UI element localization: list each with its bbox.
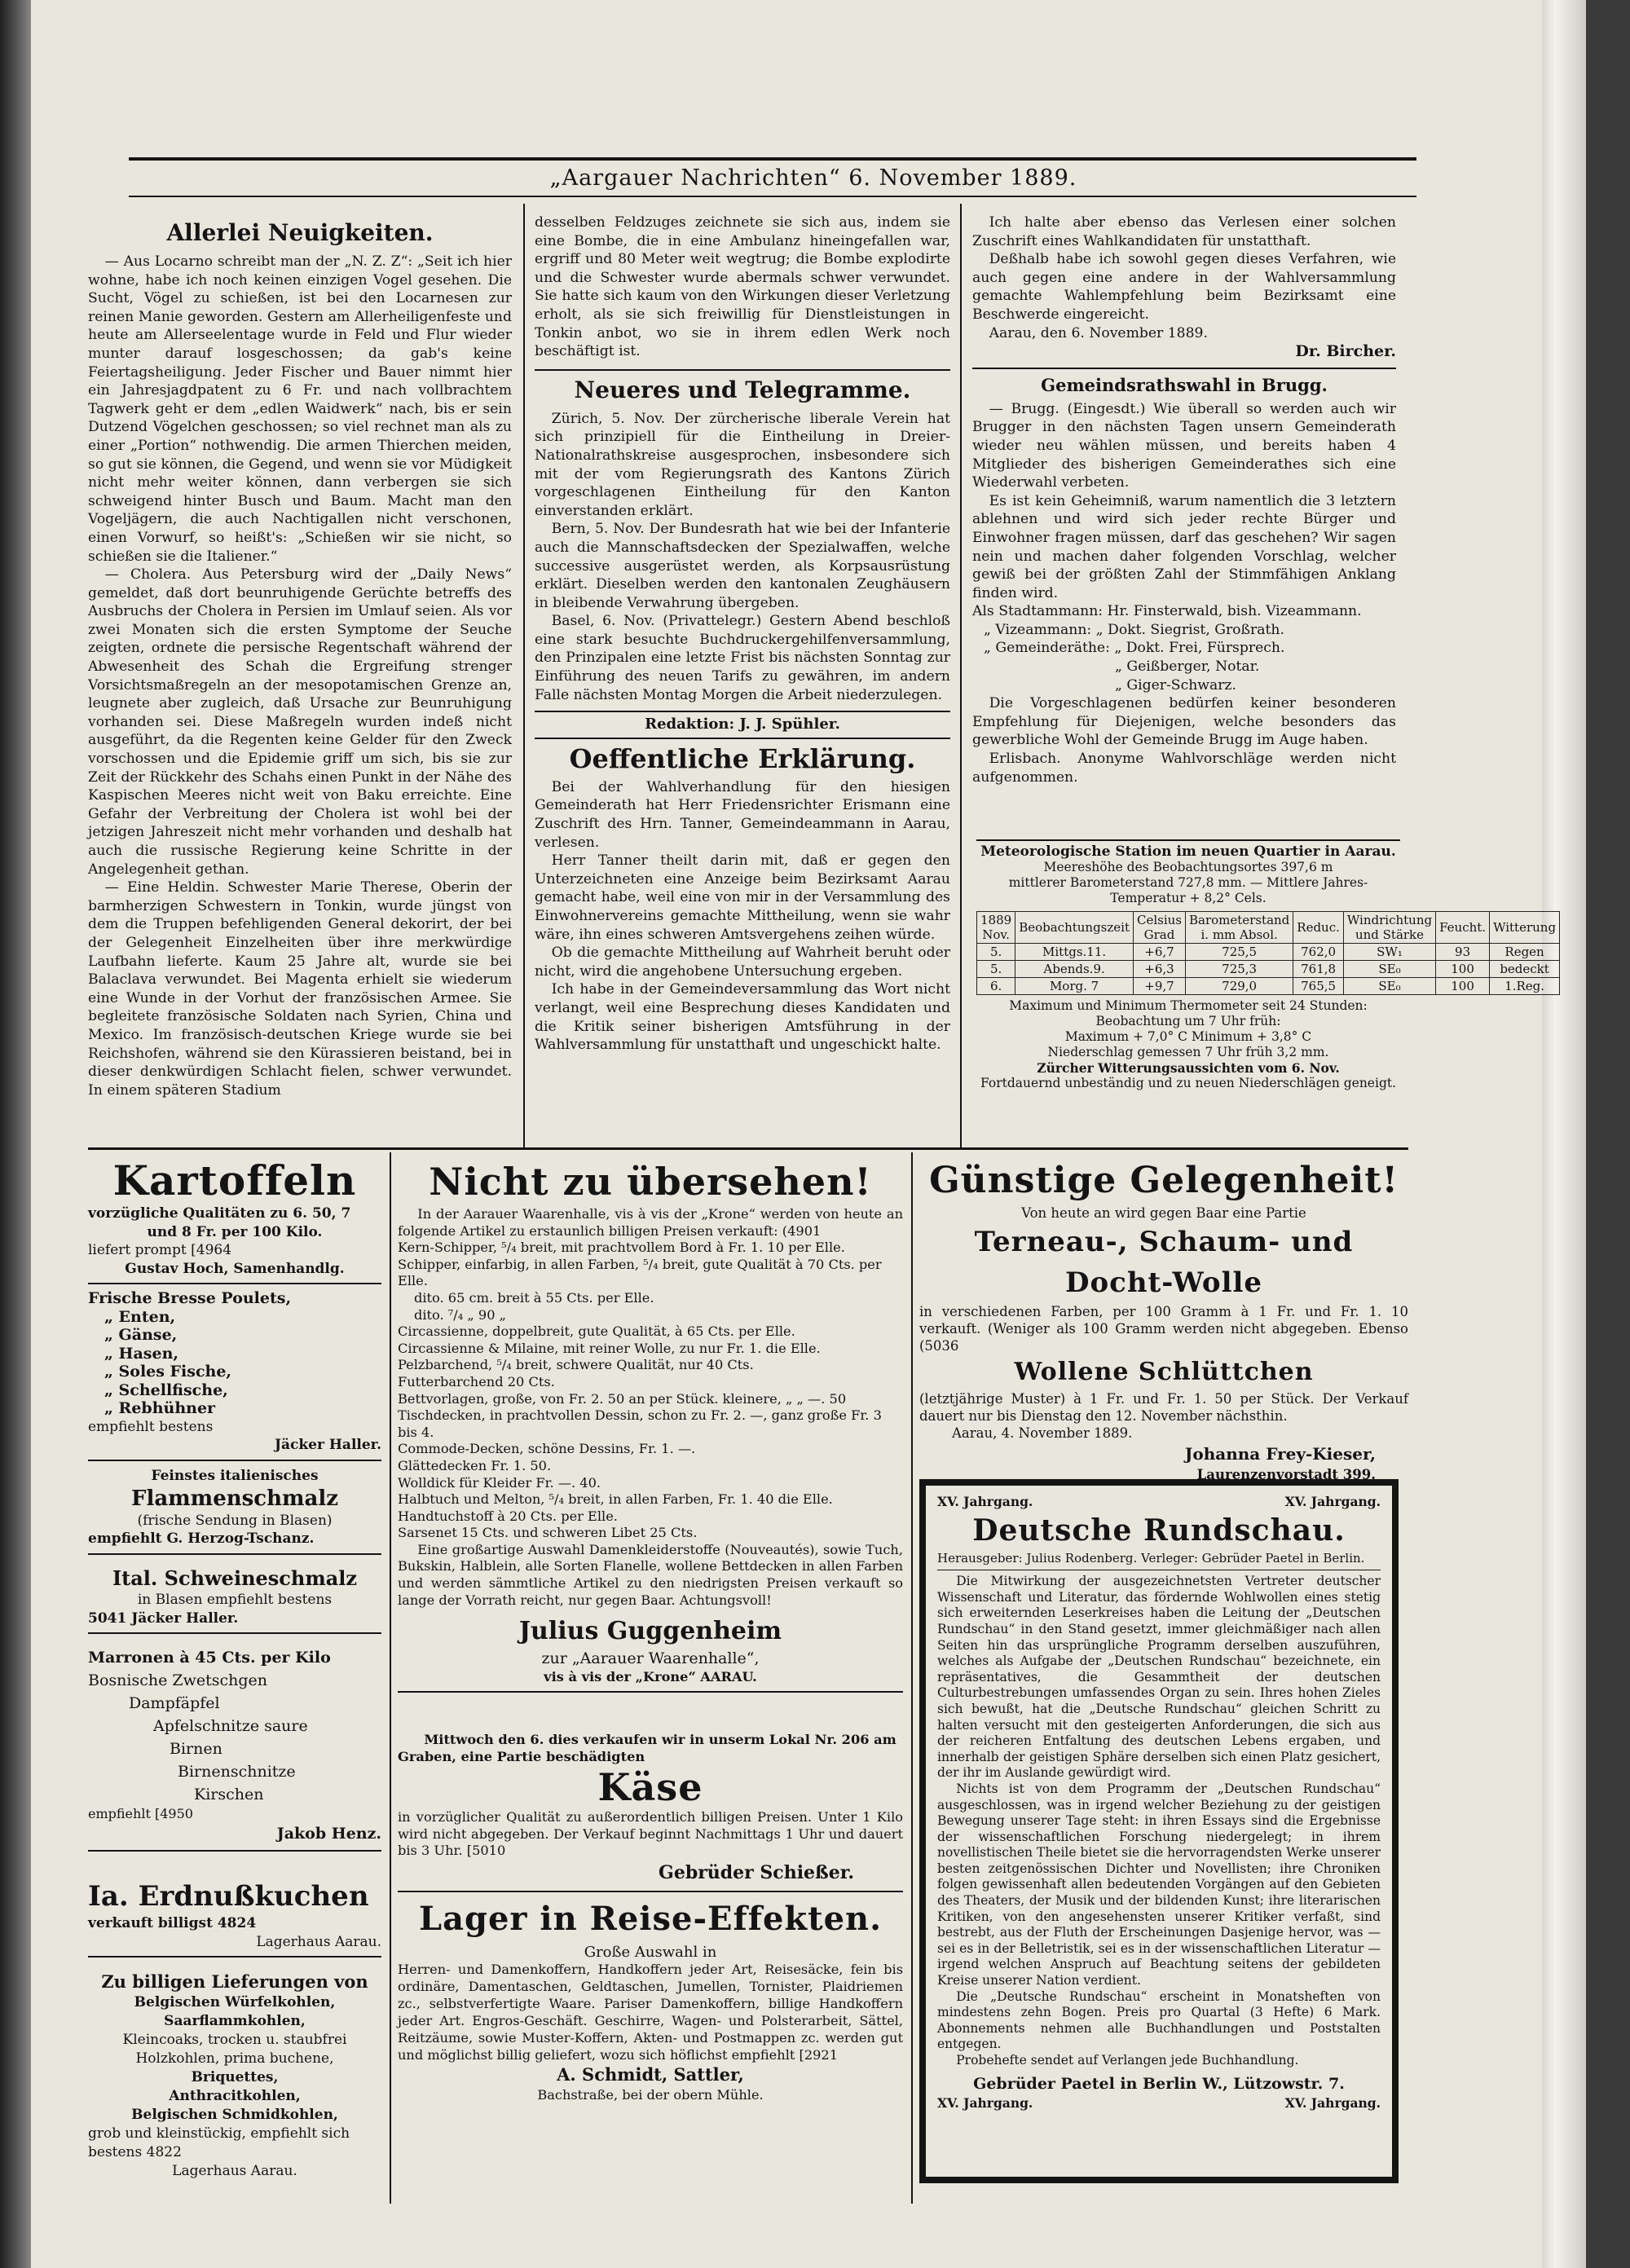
weather-note: Zürcher Witterungsaussichten vom 6. Nov. bbox=[1037, 1060, 1340, 1076]
year-label: XV. Jahrgang. bbox=[1284, 2094, 1381, 2111]
weather-station bbox=[976, 839, 1557, 1091]
ad-schmalz bbox=[88, 1467, 381, 1560]
ad-line: in Blasen empfiehlt bestens bbox=[137, 1592, 333, 1608]
weather-table bbox=[976, 911, 1560, 995]
ad-text: in vorzüglicher Qualität zu außerordentlich billigen Preisen. Unter 1 Kilo wird nicht abgegeben. Der Verkauf beginnt Nachmittags 1 Uhr und dauert bis 3 Uhr. [5010 bbox=[398, 1809, 903, 1859]
table-header: Reduc. bbox=[1293, 912, 1344, 944]
table-header: Windrichtung und Stärke bbox=[1343, 912, 1435, 944]
table-cell: 100 bbox=[1436, 961, 1490, 978]
table-header: Celsius Grad bbox=[1133, 912, 1185, 944]
table-cell: 725,5 bbox=[1186, 944, 1293, 961]
candidate-line: „ Gemeinderäthe: „ Dokt. Frei, Fürsprech. bbox=[984, 640, 1285, 657]
ad-signature: Lagerhaus Aarau. bbox=[256, 1933, 381, 1950]
ad-line: Gustav Hoch, Samenhandlg. bbox=[125, 1260, 345, 1277]
table-cell: 762,0 bbox=[1293, 944, 1344, 961]
section-rule bbox=[972, 368, 1396, 369]
ad-item: Futterbarchend 20 Cts. bbox=[398, 1373, 555, 1389]
dateline: Aarau, 4. November 1889. bbox=[952, 1425, 1133, 1441]
ad-line: Saarflammkohlen, bbox=[164, 2013, 306, 2029]
table-cell: bedeckt bbox=[1490, 961, 1560, 978]
ad-line: „ Soles Fische, bbox=[104, 1363, 232, 1381]
table-cell: Abends.9. bbox=[1015, 961, 1134, 978]
table-header: Witterung bbox=[1490, 912, 1560, 944]
ad-item: Wolldick für Kleider Fr. —. 40. bbox=[398, 1474, 601, 1491]
table-cell: 100 bbox=[1436, 978, 1490, 995]
table-row bbox=[977, 978, 1560, 995]
ad-item: Halbtuch und Melton, ⁵/₄ breit, in allen Farben, Fr. 1. 40 die Elle. bbox=[398, 1491, 833, 1508]
rundschau-year-row bbox=[937, 2095, 1381, 2112]
ad-title: Günstige Gelegenheit! bbox=[929, 1160, 1399, 1201]
ad-line: grob und kleinstückig, empfiehlt sich bbox=[88, 2125, 350, 2142]
ad-line: verkauft billigst 4824 bbox=[88, 1915, 257, 1931]
news-paragraph: Ich halte aber ebenso das Verlesen einer solchen Zuschrift eines Wahlkandidaten für unstatthaft. bbox=[972, 214, 1396, 249]
weather-note: Beobachtung um 7 Uhr früh: bbox=[1095, 1014, 1281, 1028]
ad-line: Belgischen Schmidkohlen, bbox=[131, 2107, 338, 2123]
ad-signature: Johanna Frey-Kieser, bbox=[1184, 1444, 1376, 1464]
ad-item: Kern-Schipper, ⁵/₄ breit, mit prachtvollem Bord à Fr. 1. 10 per Elle. bbox=[398, 1240, 845, 1256]
ad-item: Glättedecken Fr. 1. 50. bbox=[398, 1457, 552, 1473]
ad-guenstig bbox=[919, 1157, 1408, 1483]
ad-line: Kleincoaks, trocken u. staubfrei bbox=[122, 2032, 347, 2048]
ad-signature: Gebrüder Schießer. bbox=[659, 1861, 854, 1883]
ad-title: Käse bbox=[597, 1765, 703, 1810]
table-header: Barometerstand i. mm Absol. bbox=[1186, 912, 1293, 944]
ad-item: Schipper, einfarbig, in allen Farben, ⁵/₄ breit, gute Qualität à 70 Cts. per Elle. bbox=[398, 1256, 882, 1289]
weather-line: Meereshöhe des Beobachtungsortes 397,6 m bbox=[1043, 860, 1333, 874]
table-cell: 761,8 bbox=[1293, 961, 1344, 978]
ad-poulets bbox=[88, 1289, 381, 1466]
news-paragraph: Bern, 5. Nov. Der Bundesrath hat wie bei der Infanterie auch die Mannschaftsdecken der Spezialwaffen, welche successive ausgerüstet werden, als Korpsausrüstung erklärt. Dieselben werden den kantonalen Zeughäusern in bleibende Verwahrung übergeben. bbox=[535, 521, 950, 611]
table-cell: Regen bbox=[1490, 944, 1560, 961]
weather-note: Fortdauernd unbeständig und zu neuen Niederschlägen geneigt. bbox=[980, 1076, 1397, 1090]
news-paragraph: Es ist kein Geheimniß, warum namentlich die 3 letztern ablehnen und wird sich jeder rechte Bürger und Einwohner fragen müssen, darf das geschehen? Wir sagen nein und machen daher folgenden Vorschlag, welcher gewiß bei der größten Zahl der Stimmfähigen Anklang finden wird. bbox=[972, 492, 1396, 601]
ad-line: Briquettes, bbox=[191, 2069, 279, 2085]
ad-signature: Jäcker Haller. bbox=[274, 1437, 381, 1453]
news-paragraph: Herr Tanner theilt darin mit, daß er gegen den Unterzeichneten eine Anzeige beim Bezirksamt Aarau gemacht habe, weil eine von mir in der Versammlung des Einwohnervereins gemachte Mittheilung, wenn sie wahr wäre, ihn eines schweren Amtsvergehens zeihen würde. bbox=[535, 852, 950, 943]
news-paragraph: Basel, 6. Nov. (Privattelegr.) Gestern Abend beschloß eine stark besuchte Buchdruckergehilfenversammlung, den Prinzipalen eine letzte Frist bis nächsten Sonntag zur Einführung des neuen Tarifs zu gewähren, im andern Falle nächsten Montag Morgen die Arbeit niederzulegen. bbox=[535, 613, 950, 703]
ad-line: bestens 4822 bbox=[88, 2144, 182, 2160]
ad-title: Terneau-, Schaum- und Docht-Wolle bbox=[974, 1226, 1354, 1299]
ad-rule bbox=[398, 1891, 903, 1892]
table-cell: 5. bbox=[977, 961, 1015, 978]
table-cell: 1.Reg. bbox=[1490, 978, 1560, 995]
table-row bbox=[977, 961, 1560, 978]
section-title: Oeffentliche Erklärung. bbox=[569, 742, 916, 774]
ad-text: Probehefte sendet auf Verlangen jede Buchhandlung. bbox=[956, 2053, 1299, 2068]
ad-item: Tischdecken, in prachtvollen Dessin, schon zu Fr. 2. —, ganz große Fr. 3 bis 4. bbox=[398, 1407, 882, 1440]
weather-note: Maximum und Minimum Thermometer seit 24 Stunden: bbox=[1009, 998, 1368, 1013]
ad-title: Deutsche Rundschau. bbox=[972, 1513, 1346, 1548]
ad-rule bbox=[88, 1283, 381, 1284]
ad-item: dito. ⁷/₄ „ 90 „ bbox=[414, 1306, 507, 1323]
ad-line: liefert prompt [4964 bbox=[88, 1242, 232, 1258]
ad-line: Feinstes italienisches bbox=[151, 1468, 319, 1484]
ad-rule bbox=[88, 1460, 381, 1461]
ad-rule bbox=[88, 1956, 381, 1958]
news-paragraph: Die Vorgeschlagenen bedürfen keiner besonderen Empfehlung für Diejenigen, welche besonders das gewerbliche Wohl der Gemeinde Brugg im Auge haben. bbox=[972, 695, 1396, 749]
ad-line: Bosnische Zwetschgen bbox=[88, 1671, 267, 1689]
ad-signature: Julius Guggenheim bbox=[518, 1617, 782, 1646]
ad-item: dito. 65 cm. breit à 55 Cts. per Elle. bbox=[414, 1289, 654, 1306]
ad-title: Nicht zu übersehen! bbox=[429, 1160, 872, 1204]
ad-text: Nichts ist von dem Programm der „Deutschen Rundschau“ ausgeschlossen, was in irgend welcher Beziehung zu der geistigen Bewegung unserer Tage steht: in ihren Essays sind die Ergebnisse der wissenschaftlichen Forschung niedergelegt; in ihrem novellistischen Theile bietet sie die hervorragendsten Werke unserer besten zeitgenössischen Dichter und Novellisten; ihre Chroniken folgen gewissenhaft allen bedeutenden Vorgängen auf den Gebieten des Theaters, der Musik und der bildenden Kunst; ihre literarischen Kritiken, von den angesehensten unserer Kritiker verfaßt, sind bestrebt, aus der Fluth der Erscheinungen Dasjenige hervor, was — sei es in der Belletristik, sei es in der wissenschaftlichen Literatur — irgend welchen Anspruch auf Beachtung seitens der gebildeten Kreise unserer Nation verdient. bbox=[937, 1781, 1381, 1988]
ad-text: Die Mitwirkung der ausgezeichnetsten Vertreter deutscher Wissenschaft und Literatur, das fördernde Wohlwollen eines stetig sich erweiternden Leserkreises haben die Leitung der „Deutschen Rundschau“ in den Stand gesetzt, immer gleichmäßiger nach allen Seiten hin das ursprüngliche Programm derselben auszuführen, welches als Aufgabe der „Deutschen Rundschau“ bezeichnete, ein repräsentatives, die Gesammtheit der deutschen Culturbestrebungen umfassendes Organ zu sein. Ihres hohen Zieles sich bewußt, hat die „Deutsche Rundschau“ gleichen Schritt zu halten versucht mit den gesteigerten Anforderungen, die sich aus der reicheren Entfaltung des deutschen Lebens ergaben, und innerhalb der geistigen Sphäre derselben sich einen Platz gesichert, der ihr im Auslande gewürdigt wird. bbox=[937, 1574, 1381, 1781]
ad-rule bbox=[88, 1632, 381, 1634]
ad-signature: A. Schmidt, Sattler, bbox=[557, 2064, 744, 2085]
ad-text: in verschiedenen Farben, per 100 Gramm à 1 Fr. und Fr. 1. 10 verkauft. (Weniger als 100 Gramm werden nicht abgegeben. Ebenso (5036 bbox=[919, 1304, 1408, 1354]
column-local bbox=[972, 214, 1396, 786]
ad-line: empfiehlt bestens bbox=[88, 1418, 214, 1435]
column-divider bbox=[960, 204, 962, 1149]
ad-line: Anthracitkohlen, bbox=[169, 2088, 301, 2104]
table-header: Feucht. bbox=[1436, 912, 1490, 944]
ad-title: Lager in Reise-Effekten. bbox=[418, 1900, 883, 1938]
signature: Dr. Bircher. bbox=[1295, 342, 1396, 361]
ad-item: Sarsenet 15 Cts. und schweren Libet 25 Cts. bbox=[398, 1525, 698, 1541]
news-paragraph: — Brugg. (Eingesdt.) Wie überall so werden auch wir Brugger in den nächsten Tagen unsern Gemeinderath wieder neu wählen müssen, und bereits haben 4 Mitglieder des bisherigen Gemeinderathes sich eine Wiederwahl verbeten. bbox=[972, 400, 1396, 491]
rundschau-year-row bbox=[937, 1494, 1381, 1510]
ad-title: Wollene Schlüttchen bbox=[1014, 1358, 1314, 1386]
ad-title: Ia. Erdnußkuchen bbox=[88, 1880, 369, 1913]
column-telegrams bbox=[535, 214, 950, 1055]
ad-signature: Lagerhaus Aarau. bbox=[172, 2163, 297, 2179]
table-row bbox=[977, 944, 1560, 961]
news-paragraph: Zürich, 5. Nov. Der zürcherische liberale Verein hat sich prinzipiell für die Eintheilung in Dreier-Nationalrathskreise ausgesprochen, insbesondere sich mit der vom Regierungsrath des Kantons Zürich vorgeschlagenen Eintheilung für den Kanton einverstanden erklärt. bbox=[535, 410, 950, 519]
ad-line: „ Rebhühner bbox=[104, 1399, 216, 1417]
ad-item: Handtuchstoff à 20 Cts. per Elle. bbox=[398, 1508, 618, 1524]
column-news bbox=[88, 214, 512, 1099]
ad-signature: Jakob Henz. bbox=[276, 1825, 381, 1843]
ad-line: Birnen bbox=[170, 1740, 222, 1758]
ad-line: (frische Sendung in Blasen) bbox=[137, 1512, 333, 1529]
year-label: XV. Jahrgang. bbox=[937, 2094, 1033, 2111]
ad-line: und 8 Fr. per 100 Kilo. bbox=[147, 1223, 323, 1240]
ad-line: empfiehlt G. Herzog-Tschanz. bbox=[88, 1530, 315, 1547]
ad-text: Herren- und Damenkoffern, Handkoffern jeder Art, Reisesäcke, fein bis ordinäre, Damentaschen, Geldtaschen, Jumellen, Tornister, Plaidriemen zc., selbstverfertigte Waare. Pariser Damenkoffern, billige Handkoffern jeder Art. Engros-Geschäft. Geschirre, Wagen- und Polsterarbeit, Sättel, Reitzäume, sowie Muster-Koffern, Akten- und Postmappen zc. werden gut und möglichst billig geliefert, wozu sich höflichst empfiehlt [2921 bbox=[398, 1962, 903, 2063]
news-paragraph: — Cholera. Aus Petersburg wird der „Daily News“ gemeldet, daß dort beunruhigende Gerüchte betreffs des Ausbruchs der Cholera in Persien im Umlauf seien. Als vor zwei Monaten sich die ersten Symptome der Seuche zeigten, ordnete die persische Regentschaft während der Abwesenheit des Schah die Ergreifung strenger Vorsichtsmaßregeln an der mesopotamischen Grenze an, leugnete aber zugleich, daß Ursache zur Beunruhigung vorhanden sei. Diese Maßregeln wurden indeß nicht ausgeführt, da die Regenten keine Gelder für den Zweck vorschossen und die Epidemie griff um sich, bis sie zur Zeit der Rückkehr des Schahs einen Punkt in der Nähe des Kaspischen Meeres nicht weit von Baku erreichte. Eine Gefahr der Verbreitung der Cholera ist wohl bei der jetzigen Jahreszeit nicht mehr vorhanden und deshalb hat auch die russische Regierung keine Schritte in der Angelegenheit gethan. bbox=[88, 566, 512, 878]
ad-line: „ Gänse, bbox=[104, 1326, 178, 1344]
ad-item: Pelzbarchend, ⁵/₄ breit, schwere Qualität, nur 40 Cts. bbox=[398, 1357, 754, 1373]
ad-line: vorzügliche Qualitäten zu 6. 50, 7 bbox=[88, 1205, 351, 1222]
table-header: 1889 Nov. bbox=[977, 912, 1015, 944]
ad-rule bbox=[88, 1553, 381, 1555]
ad-signature: Laurenzenvorstadt 399. bbox=[1196, 1467, 1376, 1482]
ad-item: Bettvorlagen, große, von Fr. 2. 50 an per Stück. kleinere, „ „ —. 50 bbox=[398, 1390, 847, 1407]
table-cell: 5. bbox=[977, 944, 1015, 961]
ad-divider bbox=[390, 1152, 391, 2204]
ad-text: Große Auswahl in bbox=[584, 1944, 717, 1961]
section-title: Allerlei Neuigkeiten. bbox=[166, 219, 434, 246]
ad-schweineschmalz bbox=[88, 1566, 381, 1639]
ad-deutsche-rundschau bbox=[919, 1479, 1399, 2183]
ad-line: Ital. Schweineschmalz bbox=[112, 1566, 358, 1590]
ad-text: Herausgeber: Julius Rodenberg. Verleger: Gebrüder Paetel in Berlin. bbox=[937, 1550, 1365, 1566]
candidate-line: „ Geißberger, Notar. bbox=[1115, 658, 1260, 676]
ad-line: Frische Bresse Poulets, bbox=[88, 1289, 292, 1307]
book-binding bbox=[0, 0, 31, 2268]
ads-rule bbox=[88, 1147, 1408, 1150]
ad-line: Holzkohlen, prima buchene, bbox=[135, 2050, 334, 2067]
ad-line: Marronen à 45 Cts. per Kilo bbox=[88, 1649, 331, 1667]
candidate-line: Als Stadtammann: Hr. Finsterwald, bish. Vizeammann. bbox=[972, 603, 1362, 620]
table-cell: Mittgs.11. bbox=[1015, 944, 1134, 961]
table-cell: Morg. 7 bbox=[1015, 978, 1134, 995]
ad-line: „ Schellfische, bbox=[104, 1381, 228, 1399]
table-cell: 725,3 bbox=[1186, 961, 1293, 978]
weather-line: mittlerer Barometerstand 727,8 mm. — Mittlere Jahres-Temperatur + 8,2° Cels. bbox=[1008, 875, 1368, 905]
ad-nicht-uebersehen bbox=[398, 1157, 903, 1698]
ad-kaese bbox=[398, 1732, 903, 1897]
ad-text: In der Aarauer Waarenhalle, vis à vis der „Krone“ werden von heute an folgende Artikel zu erstaunlich billigen Preisen verkauft: (4901 bbox=[398, 1206, 903, 1239]
ad-line: Kirschen bbox=[194, 1786, 264, 1803]
ad-text: Die „Deutsche Rundschau“ erscheint in Monatsheften von mindestens zehn Bogen. Preis pro Quartal (3 Hefte) 6 Mark. Abonnements nehmen alle Buchhandlungen und Poststalten entgegen. bbox=[937, 1988, 1381, 2052]
table-cell: +6,3 bbox=[1133, 961, 1185, 978]
table-header: Beobachtungszeit bbox=[1015, 912, 1134, 944]
candidate-line: „ Giger-Schwarz. bbox=[1115, 676, 1236, 694]
section-rule bbox=[535, 738, 950, 739]
ad-text: Mittwoch den 6. dies verkaufen wir in unserm Lokal Nr. 206 am Graben, eine Partie beschädigten bbox=[398, 1732, 896, 1764]
masthead-rule-bottom bbox=[129, 196, 1416, 197]
table-cell: +9,7 bbox=[1133, 978, 1185, 995]
news-paragraph: Erlisbach. Anonyme Wahlvorschläge werden nicht aufgenommen. bbox=[972, 751, 1396, 786]
redaktion-line: Redaktion: J. J. Spühler. bbox=[645, 716, 840, 733]
news-paragraph: — Aus Locarno schreibt man der „N. Z. Z“: „Seit ich hier wohne, habe ich noch keinen einzigen Vogel gesehen. Die Sucht, Vögel zu schießen, ist bei den Locarnesen zur reinen Manie geworden. Gestern am Allerheiligenfeste und heute am Allerseelentage wurde in Feld und Flur wieder munter darauf losgeschossen; da gab's keine Feiertagsheiligung. Jeder Fischer und Bauer nimmt hier ein Jahresjagdpatent zu 6 Fr. und nach vollbrachtem Tagwerk geht er dem „edlen Waidwerk“ nach, bis er sein Dutzend Vögelchen geschossen; so viel rechnet man als zu einer „Portion“ nothwendig. Die armen Thierchen meiden, so gut sie können, die Gegend, und wenn sie vor Müdigkeit nicht mehr weiter können, dann verbergen sie sich schweigend hinter Busch und Baum. Macht man den Vogeljägern, die auch Nachtigallen nicht verschonen, einen Vorwurf, so heißt's: „Schießen wir sie nicht, so schießen sie die Italiener.“ bbox=[88, 253, 512, 565]
year-label: XV. Jahrgang. bbox=[1284, 1494, 1381, 1509]
ad-line: Dampfäpfel bbox=[129, 1694, 220, 1712]
ad-line: Birnenschnitze bbox=[178, 1763, 296, 1781]
ad-kohlen bbox=[88, 1971, 381, 2181]
ad-item: Circassienne, doppelbreit, gute Qualität, à 65 Cts. per Elle. bbox=[398, 1323, 795, 1340]
table-cell: 93 bbox=[1436, 944, 1490, 961]
table-header-row bbox=[977, 912, 1560, 944]
ad-erdnuss bbox=[88, 1878, 381, 1962]
ad-signature: Bachstraße, bei der obern Mühle. bbox=[537, 2087, 764, 2103]
newspaper-page bbox=[31, 0, 1586, 2268]
ad-text: Eine großartige Auswahl Damenkleiderstoffe (Nouveautés), sowie Tuch, Bukskin, Halblein, alle Sorten Flanelle, wollene Bettdecken in allen Farben und werden sämmtliche Artikel zu den niedrigsten Preisen verkauft so lange der Vorrath reicht, nur gegen Baar. Achtungsvoll! bbox=[398, 1541, 903, 1608]
ad-text: (letztjährige Muster) à 1 Fr. und Fr. 1. 50 per Stück. Der Verkauf dauert nur bis Dienstag den 12. November nächsthin. bbox=[919, 1391, 1408, 1424]
ad-rule bbox=[398, 1691, 903, 1693]
news-paragraph: desselben Feldzuges zeichnete sie sich aus, indem sie eine Bombe, die in eine Ambulanz hineingefallen war, ergriff und 80 Meter weit wegtrug; die Bombe explodirte und die Schwester wurde abermals schwer verwundet. Sie hatte sich kaum von den Wirkungen dieser Verletzung erholt, als sie sich freiwillig für Dienstleistungen in Tonkin anbot, wo sie in ihrem edlen Werk noch beschäftigt ist. bbox=[535, 214, 950, 360]
ad-divider bbox=[911, 1152, 913, 2204]
section-rule bbox=[535, 711, 950, 712]
ad-line: Belgischen Würfelkohlen, bbox=[134, 1994, 336, 2010]
weather-note: Niederschlag gemessen 7 Uhr früh 3,2 mm. bbox=[1047, 1045, 1329, 1059]
ad-signature: zur „Aarauer Waarenhalle“, bbox=[541, 1649, 760, 1668]
dateline: Aarau, den 6. November 1889. bbox=[989, 324, 1208, 341]
section-title: Gemeindsrathswahl in Brugg. bbox=[1041, 374, 1328, 395]
weather-note: Maximum + 7,0° C Minimum + 3,8° C bbox=[1064, 1029, 1312, 1044]
ad-line: empfiehlt [4950 bbox=[88, 1806, 193, 1821]
ad-item: Commode-Decken, schöne Dessins, Fr. 1. —. bbox=[398, 1441, 696, 1457]
masthead: „Aargauer Nachrichten“ 6. November 1889. bbox=[549, 165, 1077, 191]
ad-marronen bbox=[88, 1646, 381, 1856]
table-cell: SE₀ bbox=[1343, 978, 1435, 995]
ad-signature: vis à vis der „Krone“ AARAU. bbox=[544, 1669, 757, 1685]
ad-title: Kartoffeln bbox=[112, 1156, 357, 1204]
section-rule bbox=[976, 839, 1400, 841]
news-paragraph: Bei der Wahlverhandlung für den hiesigen Gemeinderath hat Herr Friedensrichter Erismann eine Zuschrift des Hrn. Tanner, Gemeindeammann in Aarau, verlesen. bbox=[535, 778, 950, 851]
ad-item: Circassienne & Milaine, mit reiner Wolle, zu nur Fr. 1. die Elle. bbox=[398, 1340, 821, 1356]
ad-rule bbox=[88, 1850, 381, 1852]
ad-line: 5041 Jäcker Haller. bbox=[88, 1610, 239, 1627]
ad-reise-effekten bbox=[398, 1895, 903, 2103]
ad-signature: Gebrüder Paetel in Berlin W., Lützowstr. 7. bbox=[973, 2074, 1345, 2093]
news-paragraph: — Eine Heldin. Schwester Marie Therese, Oberin der barmherzigen Schwestern in Tonkin, wurde jüngst von dem die Truppen befehligenden General dekorirt, der bei der Gelegenheit Einzelheiten über ihre merkwürdige Laufbahn lieferte. Kaum 25 Jahre alt, wurde sie bei Balaclava verwundet. Bei Magenta erhielt sie wiederum eine Wunde in der Vorhut der französischen Armee. Sie begleitete französische Soldaten nach Syrien, China und Mexico. Im französisch-deutschen Kriege wurde sie bei Reichshofen, während sie den Kürassieren beistand, bei in dieser denkwürdigen Schlacht fielen, schwer verwundet. In einem späteren Stadium bbox=[88, 879, 512, 1099]
page-edge bbox=[1542, 0, 1586, 2268]
table-cell: 729,0 bbox=[1186, 978, 1293, 995]
table-cell: SE₀ bbox=[1343, 961, 1435, 978]
section-rule bbox=[535, 369, 950, 371]
ad-kartoffeln bbox=[88, 1157, 381, 1289]
weather-title: Meteorologische Station im neuen Quartier in Aarau. bbox=[980, 843, 1396, 860]
masthead-rule-top bbox=[129, 157, 1416, 161]
news-paragraph: Deßhalb habe ich sowohl gegen dieses Verfahren, wie auch gegen eine andere in der Wahlversammlung gemachte Wahlempfehlung beim Bezirksamt eine Beschwerde eingereicht. bbox=[972, 251, 1396, 323]
ad-line: „ Enten, bbox=[104, 1307, 176, 1326]
ad-line: Zu billigen Lieferungen von bbox=[101, 1971, 368, 1992]
ad-line: „ Hasen, bbox=[104, 1344, 179, 1363]
table-cell: SW₁ bbox=[1343, 944, 1435, 961]
table-cell: +6,7 bbox=[1133, 944, 1185, 961]
ad-text: Von heute an wird gegen Baar eine Partie bbox=[1021, 1205, 1306, 1221]
year-label: XV. Jahrgang. bbox=[937, 1494, 1033, 1509]
table-cell: 6. bbox=[977, 978, 1015, 995]
news-paragraph: Ob die gemachte Mittheilung auf Wahrheit beruht oder nicht, wird die angehobene Untersuchung ergeben. bbox=[535, 945, 950, 980]
news-paragraph: Ich habe in der Gemeindeversammlung das Wort nicht verlangt, weil eine Besprechung dieses Kandidaten und die Kritik seiner bisherigen Amtsführung in der Wahlversammlung für unstatthaft und ungeschickt halte. bbox=[535, 981, 950, 1054]
column-divider bbox=[523, 204, 525, 1149]
ad-line: Flammenschmalz bbox=[130, 1486, 339, 1511]
ad-line: Apfelschnitze saure bbox=[153, 1717, 308, 1735]
section-title: Neueres und Telegramme. bbox=[574, 376, 911, 403]
table-cell: 765,5 bbox=[1293, 978, 1344, 995]
candidate-line: „ Vizeammann: „ Dokt. Siegrist, Großrath. bbox=[984, 621, 1284, 638]
